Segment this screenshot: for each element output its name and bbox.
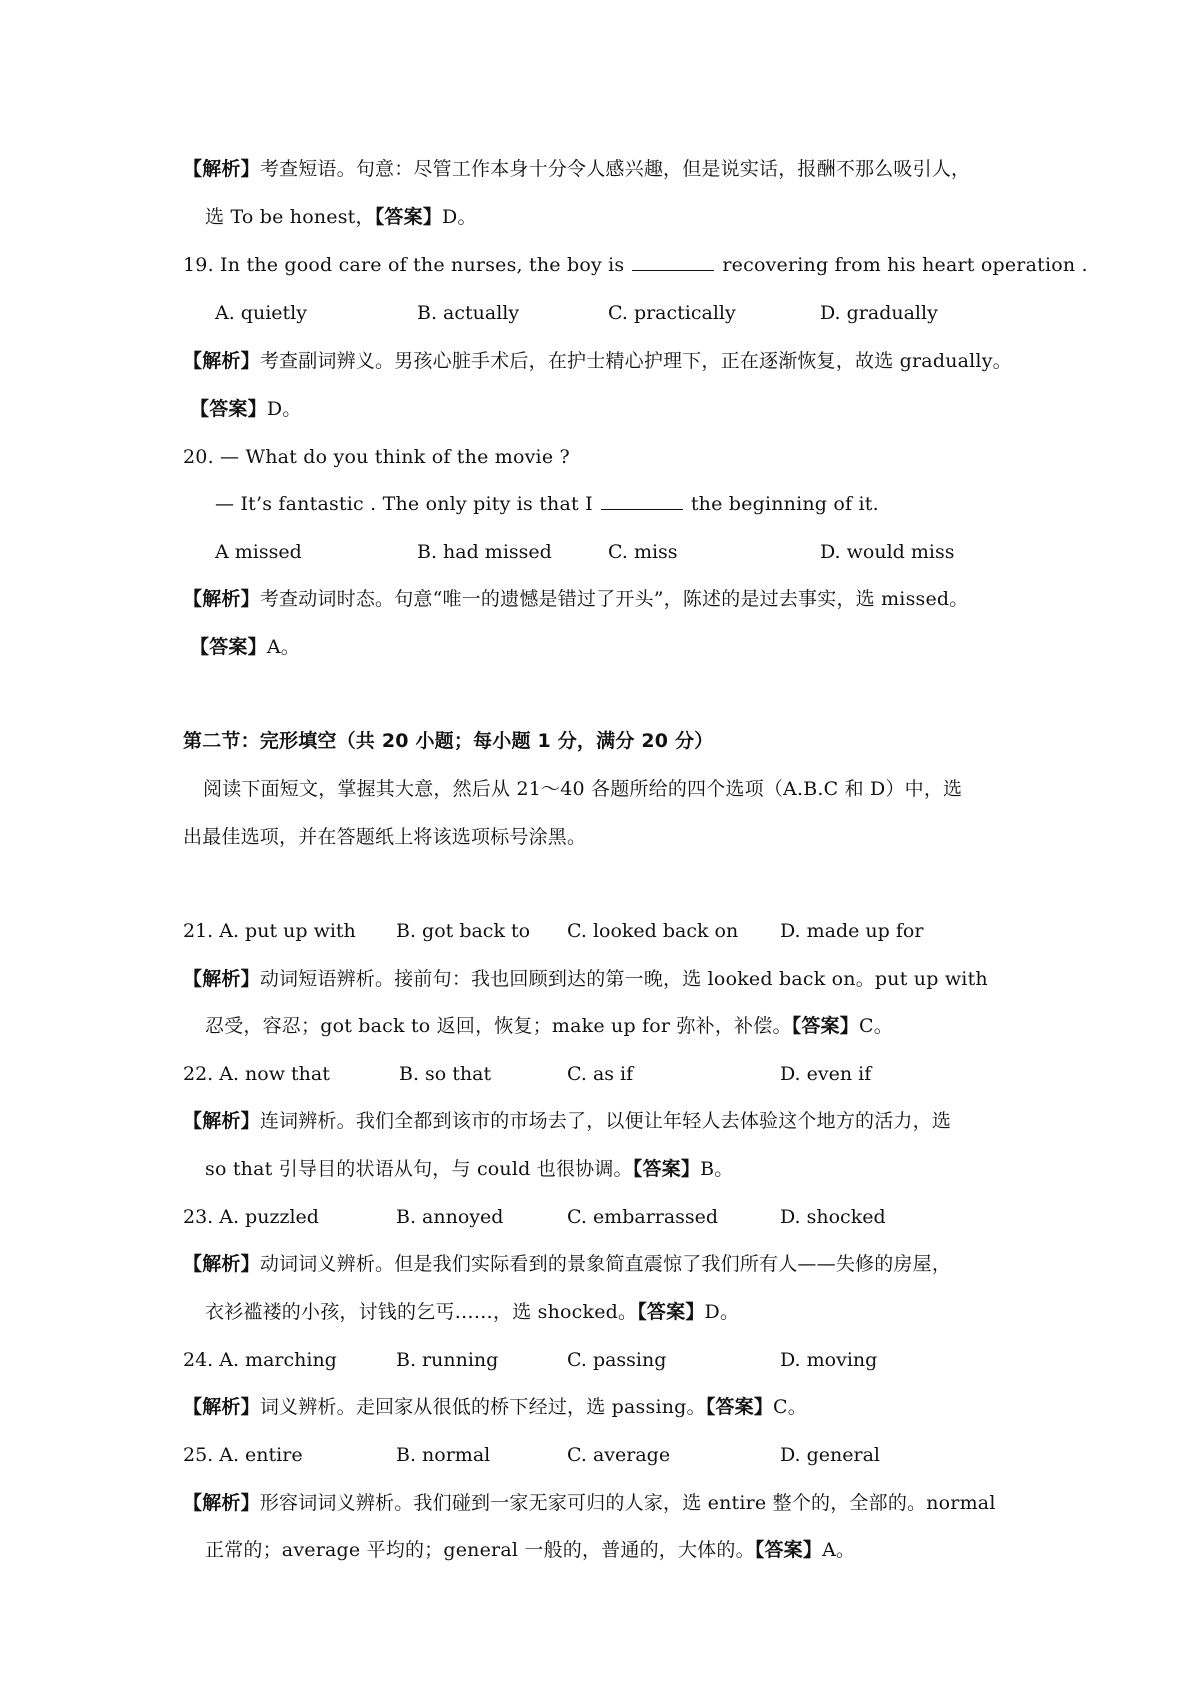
option-b: B. so that xyxy=(399,1063,492,1085)
q20-answer xyxy=(190,633,1040,661)
option-b: B. running xyxy=(396,1349,499,1371)
analysis-text: 选 To be honest， xyxy=(205,206,375,228)
option-c: C. looked back on xyxy=(567,920,739,942)
option-b: B. annoyed xyxy=(396,1206,504,1228)
option-c: C. miss xyxy=(608,541,678,563)
analysis-text: 正常的；average 平均的；general 一般的，普通的，大体的。 xyxy=(205,1539,755,1561)
analysis-tag: 【解析】 xyxy=(183,1396,260,1418)
answer-tag: 【答案】 xyxy=(791,1015,859,1037)
analysis-tag: 【解析】 xyxy=(183,1253,260,1275)
option-a: 24. A. marching xyxy=(183,1349,337,1371)
q18-analysis-line1 xyxy=(183,155,1033,183)
answer-tag: 【答案】 xyxy=(632,1158,701,1180)
answer-value: A。 xyxy=(822,1539,856,1561)
question-stem: 20. — What do you think of the movie ? xyxy=(183,446,570,468)
option-b: B. got back to xyxy=(396,920,531,942)
analysis-text: 形容词词义辨析。我们碰到一家无家可归的人家，选 entire 整个的，全部的。normal xyxy=(259,1492,996,1514)
option-a: 22. A. now that xyxy=(183,1063,330,1085)
option-d: D. general xyxy=(780,1444,881,1466)
answer-tag: 【答案】 xyxy=(190,636,267,658)
option-a: A missed xyxy=(215,541,302,563)
analysis-tag: 【解析】 xyxy=(183,158,260,180)
analysis-text: so that 引导目的状语从句，与 could 也很协调。 xyxy=(205,1158,633,1180)
section-heading: 第二节：完形填空（共 20 小题；每小题 1 分，满分 20 分） xyxy=(183,730,714,752)
analysis-text: 衣衫褴褛的小孩，讨钱的乞丐……，选 shocked。 xyxy=(205,1301,638,1323)
q25-analysis-line2 xyxy=(205,1536,1055,1564)
q23-analysis-line2 xyxy=(205,1298,1055,1326)
question-stem: 19. In the good care of the nurses, the boy is xyxy=(183,254,625,276)
answer-tag: 【答案】 xyxy=(705,1396,774,1418)
q22-analysis-line2 xyxy=(205,1155,1055,1183)
option-b: B. had missed xyxy=(417,541,552,563)
answer-tag: 【答案】 xyxy=(190,398,267,420)
analysis-text: 词义辨析。走回家从很低的桥下经过，选 passing。 xyxy=(259,1396,706,1418)
q20-line1 xyxy=(183,443,1033,471)
q19-answer xyxy=(190,395,1040,423)
q21-analysis-line1 xyxy=(183,965,1033,993)
answer-tag: 【答案】 xyxy=(374,206,443,228)
question-stem-rest: recovering from his heart operation . xyxy=(722,254,1088,276)
question-stem: — It’s fantastic . The only pity is that I xyxy=(215,493,593,515)
analysis-tag: 【解析】 xyxy=(183,588,260,610)
analysis-tag: 【解析】 xyxy=(183,1492,260,1514)
analysis-tag: 【解析】 xyxy=(183,1110,260,1132)
option-a: A. quietly xyxy=(215,302,307,324)
q19-stem xyxy=(183,251,1088,279)
option-d: D. moving xyxy=(780,1349,878,1371)
answer-tag: 【答案】 xyxy=(754,1539,823,1561)
option-d: D. even if xyxy=(780,1063,872,1085)
option-a: 25. A. entire xyxy=(183,1444,303,1466)
q19-analysis xyxy=(183,347,1033,375)
analysis-text: 动词词义辨析。但是我们实际看到的景象简直震惊了我们所有人——失修的房屋， xyxy=(259,1253,952,1275)
analysis-text: 考查动词时态。句意“唯一的遗憾是错过了开头”，陈述的是过去事实，选 missed。 xyxy=(259,588,969,610)
option-d: D. gradually xyxy=(820,302,938,324)
analysis-tag: 【解析】 xyxy=(183,350,260,372)
option-c: C. as if xyxy=(567,1063,634,1085)
option-c: C. passing xyxy=(567,1349,667,1371)
answer-blank xyxy=(601,491,683,510)
answer-value: B。 xyxy=(700,1158,734,1180)
q22-analysis-line1 xyxy=(183,1107,1033,1135)
q20-analysis xyxy=(183,585,1033,613)
answer-value: C。 xyxy=(858,1015,893,1037)
answer-value: C。 xyxy=(773,1396,807,1418)
section-instruction-line2: 出最佳选项，并在答题纸上将该选项标号涂黑。 xyxy=(183,826,587,848)
analysis-text: 考查副词辨义。男孩心脏手术后，在护士精心护理下，正在逐渐恢复，故选 gradually。 xyxy=(259,350,1012,372)
q21-analysis-line2 xyxy=(205,1012,1055,1040)
option-d: D. shocked xyxy=(780,1206,886,1228)
analysis-text: 忍受，容忍；got back to 返回，恢复；make up for 弥补，补偿。 xyxy=(205,1015,792,1037)
answer-tag: 【答案】 xyxy=(637,1301,705,1323)
option-d: D. would miss xyxy=(820,541,955,563)
section-instruction-line1: 阅读下面短文，掌握其大意，然后从 21～40 各题所给的四个选项（A.B.C 和 D）中，选 xyxy=(203,778,963,800)
q24-analysis xyxy=(183,1393,1033,1421)
option-c: C. average xyxy=(567,1444,671,1466)
answer-blank xyxy=(632,252,714,271)
option-b: B. normal xyxy=(396,1444,491,1466)
answer-value: A。 xyxy=(266,636,300,658)
option-a: 23. A. puzzled xyxy=(183,1206,319,1228)
option-a: 21. A. put up with xyxy=(183,920,356,942)
question-stem-rest: the beginning of it. xyxy=(690,493,879,515)
q20-line2 xyxy=(215,490,1065,518)
q23-analysis-line1 xyxy=(183,1250,1033,1278)
option-b: B. actually xyxy=(417,302,520,324)
analysis-tag: 【解析】 xyxy=(183,968,260,990)
answer-value: D。 xyxy=(266,398,302,420)
analysis-text: 动词短语辨析。接前句：我也回顾到达的第一晚，选 looked back on。put up with xyxy=(259,968,988,990)
option-d: D. made up for xyxy=(780,920,924,942)
analysis-text: 连词辨析。我们全都到该市的市场去了，以便让年轻人去体验这个地方的活力，选 xyxy=(259,1110,952,1132)
q25-analysis-line1 xyxy=(183,1489,1033,1517)
option-c: C. embarrassed xyxy=(567,1206,719,1228)
q18-analysis-line2 xyxy=(205,203,1055,231)
answer-value: D。 xyxy=(442,206,477,228)
analysis-text: 考查短语。句意：尽管工作本身十分令人感兴趣，但是说实话，报酬不那么吸引人， xyxy=(259,158,971,180)
answer-value: D。 xyxy=(704,1301,740,1323)
option-c: C. practically xyxy=(608,302,736,324)
